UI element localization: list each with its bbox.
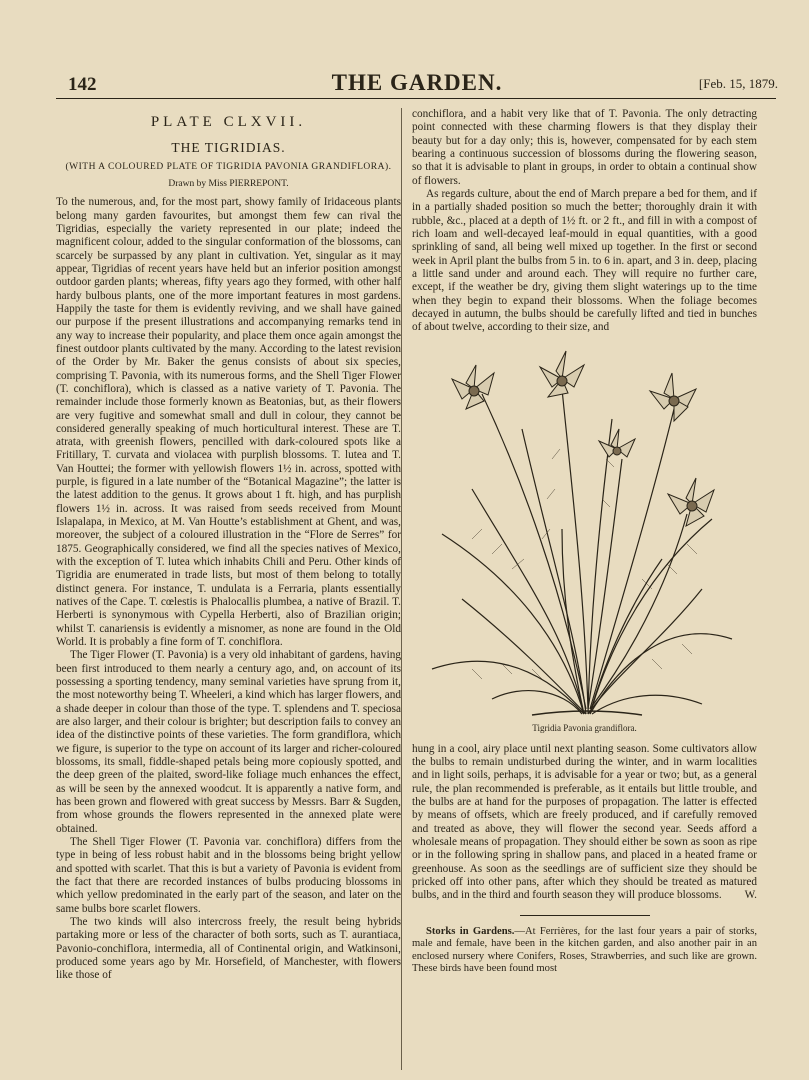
body-paragraph: The two kinds will also intercross freely, the result being hybrids partaking more or less of the character of both sorts, such as T. aurantiaca, Pavonio-conchiflora, intermedia, all of Continental origin, and Watkinsoni, produced some years ago by Mr. Horsefield, of Manchester, with flowers like those of (56, 915, 401, 982)
header-rule (56, 98, 776, 99)
figure-caption: Tigridia Pavonia grandiflora. (532, 722, 637, 733)
column-divider (401, 108, 402, 1070)
body-paragraph: As regards culture, about the end of March prepare a bed for them, and if in a partially shaded position so much the better; thoroughly drain it with rubble, &c., placed at a depth of 1½ ft. or 2 ft., and fill in with a compost of rich loam and well-decayed leaf-mould in equal quantities, with a good sprinkling of sand, all being well mixed up together. In the first or second week in April plant the bulbs from 5 in. to 6 in. apart, and 3 in. deep, placing a little sand under and around each. They will require no further care, except, if the weather be dry, giving them slight waterings up to the time when they begin to expand their blossoms. When the foliage becomes decayed in autumn, the bulbs should be carefully lifted and tied in bunches of about twelve, according to their size, and (412, 187, 757, 334)
left-column (56, 112, 401, 983)
storks-paragraph (412, 926, 757, 976)
body-paragraph: conchiflora, and a habit very like that of T. Pavonia. The only detracting point connected with these charming flowers is that they display their beauty but for a day only; this is, however, compensated for by each stem bearing a continuous succession of blossoms during the flowering season, so that it is advisable to plant in groups, in order to obtain a continual show of flowers. (412, 108, 757, 187)
body-paragraph: To the numerous, and, for the most part, showy family of Iridaceous plants belong many garden favourites, but amongst them few can rival the Tigridias, especially the variety represented in our plate; indeed the magnificent colour, added to the singular conformation of the blossoms, can scarcely be surpassed by any plant in cultivation. Yet, singular as it may appear, Tigridias of recent years have held but an inferior position amongst outdoor garden plants; whereas, fifty years ago they formed, with other half hardy bulbous plants, one of the more important features in most gardens. Happily the taste for them is evidently reviving, and we shall have gained our purpose if the present illustrations and accompanying remarks tend in any way to increase their popularity, and place them once again amongst the finest outdoor plants cultivated by the many. According to the latest revision of the Order by Mr. Baker the genus consists of about six species, comprising T. Pavonia, with its numerous forms, and the Shell Tiger Flower (T. conchiflora), which is classed as a native variety of T. Pavonia. The remainder include those formerly known as Beatonias, but, as their flowers are very fugitive and somewhat small and dull in colour, they cannot be considered generally speaking of much horticultural interest. These are T. atrata, with greenish flowers, pencilled with dark-coloured spots like a Fritillary, T. curvata and violacea with purplish blossoms. T. lutea and T. Van Houttei; the former with yellowish flowers 1½ in. across, spotted with purple, is figured in a late number of the “Botanical Magazine”; the latter is the latest addition to the genus. It grows about 1 ft. high, and has purplish flowers 1½ in. across. It was raised from seeds received from Mount Islapalapa, in Mexico, at M. Van Houtte’s establishment at Ghent, and was, moreover, the subject of a coloured illustration in the “Flore de Serres” for 1875. Geographically considered, we find all the species natives of Mexico, with the exception of T. lutea which inhabits Chili and Peru. Other kinds of Tigridia are enumerated in trade lists, but most of them belong to totally distinct genera. For instance, T. undulata is a Ferraria, plants essentially natives of the Cape. T. cœlestis is Phalocallis plumbea, a native of Brazil. T. Herberti is synonymous with Cypella Herberti, also of Brazilian origin; whilst T. canariensis is evidently a misnomer, as none are found in the Old World. It is probably a fine form of T. conchiflora. (56, 196, 401, 649)
storks-heading: Storks in Gardens. (426, 925, 515, 937)
issue-date: [Feb. 15, 1879. (698, 76, 778, 91)
body-paragraph: The Shell Tiger Flower (T. Pavonia var. conchiflora) differs from the type in being of less robust habit and in the blossoms being bright yellow and spotted with scarlet. That this is but a variety of Pavonia is evident from the fact that there are recorded instances of bulbs producing blossoms in which yellow predominated in the early part of the season, and later on the same bulbs bore scarlet flowers. (56, 836, 401, 915)
body-paragraph: The Tiger Flower (T. Pavonia) is a very old inhabitant of gardens, having been first introduced to them nearly a century ago, and, on account of its possessing a sporting tendency, many seminal varieties have sprung from it, the most noteworthy being T. Wheeleri, a kind which has larger flowers, and a shade deeper in colour than those of the type. T. splendens and T. speciosa are also larger, and their colour is brighter; but description fails to convey an idea of the distinctive points of these varieties. The form grandiflora, which we figure, is superior to the type on account of its larger and richer-coloured blossoms, its small, fiddle-shaped petals being more copiously spotted, and the deep green of the plaited, sword-like foliage much enhances the effect, as will be seen by the annexed woodcut. It is apparently a native form, and has been grown and flowered with great success by Messrs. Barr & Sugden, from whose grounds the flowers represented in the annexed plate were obtained. (56, 649, 401, 835)
page-header (56, 66, 778, 96)
storks-text: —At Ferrières, for the last four years a pair of storks, male and female, have been in the kitchen garden, and also another pair in an enclosed nursery where Conifers, Roses, Strawberries, and such like are grown. These birds have been found most (412, 925, 758, 975)
section-divider (520, 915, 650, 916)
author-signoff: W. (744, 889, 757, 902)
tigridia-woodcut-illustration (412, 339, 757, 719)
article-title: THE TIGRIDIAS. (171, 139, 286, 155)
masthead-title: THE GARDEN. (331, 70, 503, 95)
page-number: 142 (68, 74, 97, 95)
body-text: hung in a cool, airy place until next planting season. Some cultivators allow the bulbs to remain undisturbed during the winter, and in warm localities and in light soils, perhaps, it is advisable for a year or two; but, as a general rule, the plan recommended is preferable, as it entails but little trouble, and the bulbs are at hand for the purposes of propagation. The latter is effected by means of offsets, which are freely produced, and if carefully removed and treated as above, they will flower the second year. Seeds afford a wholesale means of propagation. They should either be sown as soon as ripe or in the following spring in shallow pans, and placed in a heated frame or greenhouse. As soon as the seedlings are of sufficient size they should be pricked off into other pans, after which they should be treated as matured bulbs, and in the third and fourth season they will produce blossoms. (412, 742, 757, 902)
body-paragraph (412, 743, 757, 903)
woodcut-figure (412, 339, 757, 739)
artist-credit: Drawn by Miss PIERREPONT. (168, 179, 289, 189)
article-subtitle: (WITH A COLOURED PLATE OF TIGRIDIA PAVONIA GRANDIFLORA). (65, 161, 392, 172)
plate-heading: PLATE CLXVII. (150, 114, 307, 130)
right-column (412, 108, 757, 976)
